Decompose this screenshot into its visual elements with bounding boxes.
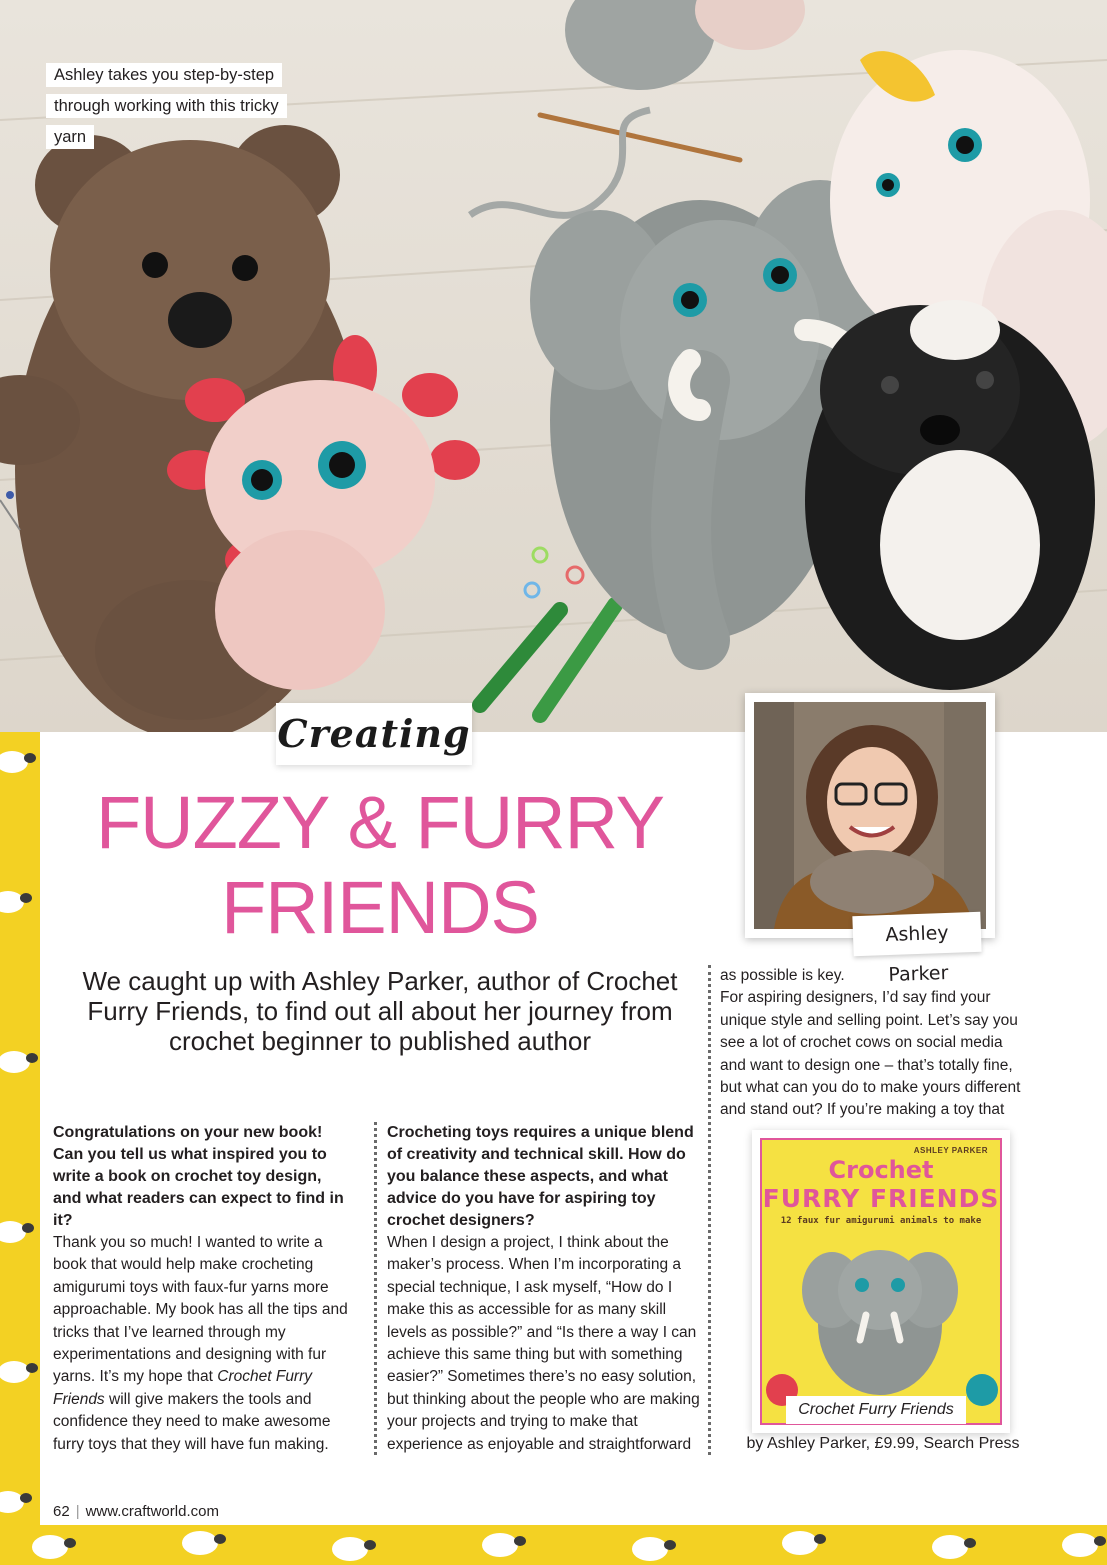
interview-question: Congratulations on your new book! Can you tell us what inspired you to write a book on crochet toy design, and what readers can expect to find in it? [53,1124,344,1229]
author-portrait [745,693,995,938]
answer-text: Thank you so much! I wanted to write a book that would help make crocheting amigurumi toys with faux-fur yarns more approachable. My book has all the tips and tricks that I’ve learned through my experimentations and designing with fur yarns. It’s my hope that [53,1234,348,1386]
interview-answer: For aspiring designers, I’d say find your unique style and selling point. Let’s say you see a lot of crochet cows on social media and want to design one – that’s totally fine, but what can you do to make yours different and stand out? If you’re making a toy that [720,989,1021,1119]
article-column-2 [387,1122,702,1456]
author-photo-illustration [754,702,986,929]
page-footer [53,1503,219,1520]
sheep-pattern-left-border [0,732,40,1565]
book-title-inline: Crochet Furry Friends [53,1368,313,1408]
interview-answer: When I design a project, I think about the maker’s process. When I’m incorporating a special technique, I ask myself, “How do I make this as accessible for as many skill levels as possible?” and “Is there a way I can achieve this same thing but with something easier?” Sometimes there’s no easy solution, but thinking about the people who are making your projects and trying to make that experience as enjoyable and straightforward [387,1234,700,1453]
page-number: 62 [53,1503,70,1520]
book-cover-subtitle: 12 faux fur amigurumi animals to make [780,1216,982,1226]
sheep-pattern-icon [0,732,40,1565]
book-cover-title-line1: Crochet [828,1156,934,1184]
website-link[interactable]: www.craftworld.com [85,1503,219,1520]
portrait-caption: Ashley Parker [852,912,981,956]
book-cover [760,1138,1002,1425]
section-kicker: Creating [276,703,472,765]
article-column-3 [720,965,1030,1122]
book-label: Crochet Furry Friends [786,1396,966,1424]
standfirst: We caught up with Ashley Parker, author of Crochet Furry Friends, to find out all about her journey from crochet beginner to published author [82,966,678,1056]
book-cover-author: ASHLEY PARKER [913,1146,988,1155]
photo-caption-text: Ashley takes you step-by-step through working with this tricky yarn [46,63,287,149]
page-title: FUZZY & FURRY FRIENDS [95,781,665,949]
sheep-row-icon [0,1525,1107,1565]
interview-answer-continued: as possible is key. [720,967,845,984]
article-column-1 [53,1122,348,1456]
sheep-pattern-bottom-border [0,1525,1107,1565]
book-credit: by Ashley Parker, £9.99, Search Press [746,1435,1020,1452]
answer-text: will give makers the tools and confidence they need to make awesome furry toys that they will have fun making. [53,1390,331,1453]
interview-question: Crocheting toys requires a unique blend of creativity and technical skill. How do you balance these aspects, and what advice do you have for aspiring toy crochet designers? [387,1124,694,1229]
book-cover-title-line2: FURRY FRIENDS [762,1184,1000,1213]
column-divider [708,965,711,1455]
hero-photo [0,0,1107,732]
interview-answer [53,1232,348,1456]
column-divider [374,1122,377,1455]
photo-caption [46,60,306,153]
footer-separator: | [75,1503,80,1520]
book-cover-frame [752,1130,1010,1433]
